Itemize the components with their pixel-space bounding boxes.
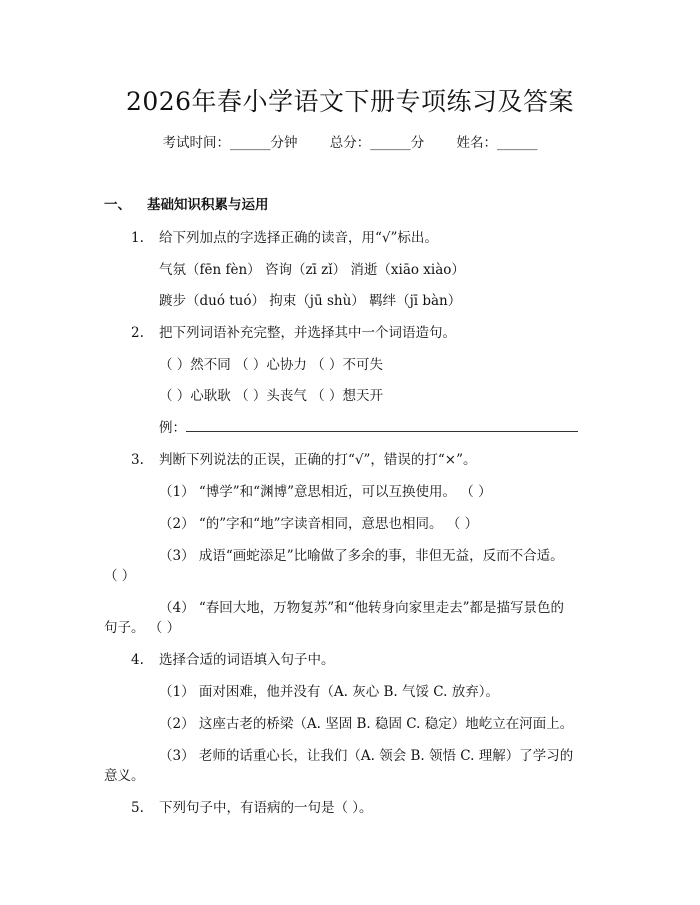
judge-item-3: （3） 成语“画蛇添足”比喻做了多余的事，非但无益，反而不合适。 [159,548,564,564]
idiom-row-2: （ ）心耿耿 （ ）头丧气 （ ）想天开 [159,388,383,404]
question-text: 把下列词语补充完整，并选择其中一个词语造句。 [159,325,456,341]
choice-item-2: （2） 这座古老的桥梁（A. 坚固 B. 稳固 C. 稳定）地屹立在河面上。 [159,716,574,732]
judge-item-2: （2） “的”字和“地”字读音相同，意思也相同。 （ ） [159,516,479,532]
example-sentence-line [159,416,578,436]
question-number: 3. [131,452,144,468]
section-title: 基础知识积累与运用 [147,197,269,213]
question-text: 给下列加点的字选择正确的读音，用“√”标出。 [159,230,438,246]
question-number: 5. [131,800,144,816]
judge-item-4: （4） “春回大地，万物复苏”和“他转身向家里走去”都是描写景色的 [159,600,564,616]
section-heading [104,193,269,213]
page-title: 2026年春小学语文下册专项练习及答案 [125,87,575,116]
question-3 [131,448,477,468]
judge-item-1: （1） “博学”和“渊博”意思相近，可以互换使用。 （ ） [159,484,492,500]
student-name: 姓名：______ [456,135,538,151]
idiom-row-1: （ ）然不同 （ ）心协力 （ ）不可失 [159,357,383,373]
choice-item-3-cont: 意义。 [104,768,145,784]
judge-item-3-bracket: （ ） [104,568,136,584]
question-text: 判断下列说法的正误，正确的打“√”，错误的打“×”。 [159,452,477,468]
question-text: 选择合适的词语填入句子中。 [159,652,335,668]
question-2 [131,321,456,341]
judge-item-4-cont: 句子。 （ ） [104,620,181,636]
question-number: 4. [131,652,144,668]
question-5 [131,796,373,816]
choice-item-1: （1） 面对困难，他并没有（A. 灰心 B. 气馁 C. 放弃）。 [159,684,499,700]
exam-meta [0,131,700,151]
example-label: 例： [159,420,186,436]
answer-blank[interactable] [186,419,578,432]
total-score: 总分：______分 [329,135,425,151]
choice-item-3: （3） 老师的话重心长，让我们（A. 领会 B. 领悟 C. 理解）了学习的 [159,748,574,764]
pinyin-row-2: 踱步（duó tuó） 拘束（jū shù） 羁绊（jī bàn） [159,293,462,309]
section-number: 一、 [104,197,131,213]
question-text: 下列句子中，有语病的一句是（ ）。 [159,800,373,816]
question-number: 2. [131,325,144,341]
exam-time: 考试时间：______分钟 [162,135,298,151]
question-1 [131,226,438,246]
pinyin-row-1: 气氛（fēn fèn） 咨询（zī zǐ） 消逝（xiāo xiào） [159,262,465,278]
question-4 [131,648,335,668]
question-number: 1. [131,230,144,246]
